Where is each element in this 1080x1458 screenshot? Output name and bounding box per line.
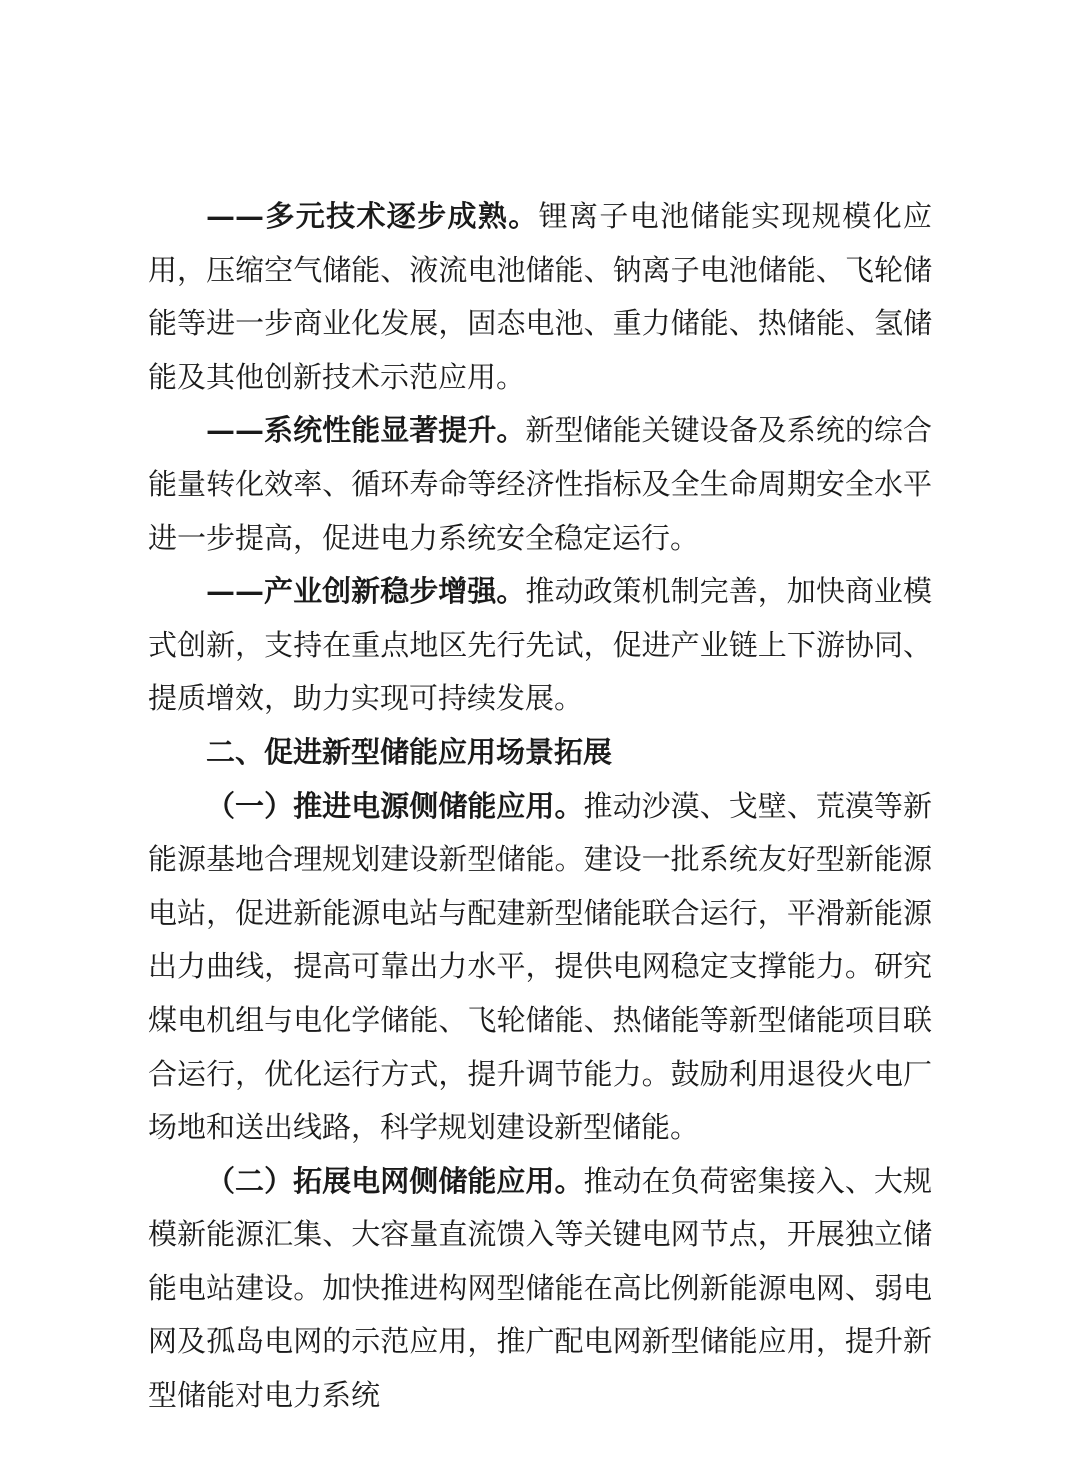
paragraph-lead: ——系统性能显著提升。 bbox=[206, 413, 526, 448]
paragraph-body: 新型储能关键设备及系统的综合能量转化效率、循环寿命等经济性指标及全生命周期安全水平进一步提高，促进电力系统安全稳定运行。 bbox=[148, 413, 932, 555]
paragraph-lead: ——产业创新稳步增强。 bbox=[206, 574, 526, 609]
paragraph-lead: ——多元技术逐步成熟。 bbox=[206, 199, 539, 233]
paragraph-industry-innovation bbox=[148, 565, 932, 726]
subsection-body: 推动沙漠、戈壁、荒漠等新能源基地合理规划建设新型储能。建设一批系统友好型新能源电站，促进新能源电站与配建新型储能联合运行，平滑新能源出力曲线，提高可靠出力水平，提供电网稳定支撑能力。研究煤电机组与电化学储能、飞轮储能、热储能等新型储能项目联合运行，优化运行方式，提升调节能力。鼓励利用退役火电厂场地和送出线路，科学规划建设新型储能。 bbox=[148, 788, 932, 1145]
subsection-lead: （一）推进电源侧储能应用。 bbox=[206, 788, 584, 823]
section-heading: 二、促进新型储能应用场景拓展 bbox=[206, 734, 613, 769]
paragraph-system-performance bbox=[148, 404, 932, 565]
paragraph-body: 推动政策机制完善，加快商业模式创新，支持在重点地区先行先试，促进产业链上下游协同、提质增效，助力实现可持续发展。 bbox=[148, 574, 932, 716]
subsection-lead: （二）拓展电网侧储能应用。 bbox=[206, 1163, 584, 1198]
document-page bbox=[148, 190, 932, 1423]
subsection-power-side bbox=[148, 780, 932, 1155]
paragraph-multi-tech bbox=[148, 190, 932, 404]
subsection-grid-side bbox=[148, 1155, 932, 1423]
paragraph-body: 锂离子电池储能实现规模化应用，压缩空气储能、液流电池储能、钠离子电池储能、飞轮储能等进一步商业化发展，固态电池、重力储能、热储能、氢储能及其他创新技术示范应用。 bbox=[148, 199, 932, 394]
subsection-body: 推动在负荷密集接入、大规模新能源汇集、大容量直流馈入等关键电网节点，开展独立储能电站建设。加快推进构网型储能在高比例新能源电网、弱电网及孤岛电网的示范应用，推广配电网新型储能应用，提升新型储能对电力系统 bbox=[148, 1163, 932, 1413]
